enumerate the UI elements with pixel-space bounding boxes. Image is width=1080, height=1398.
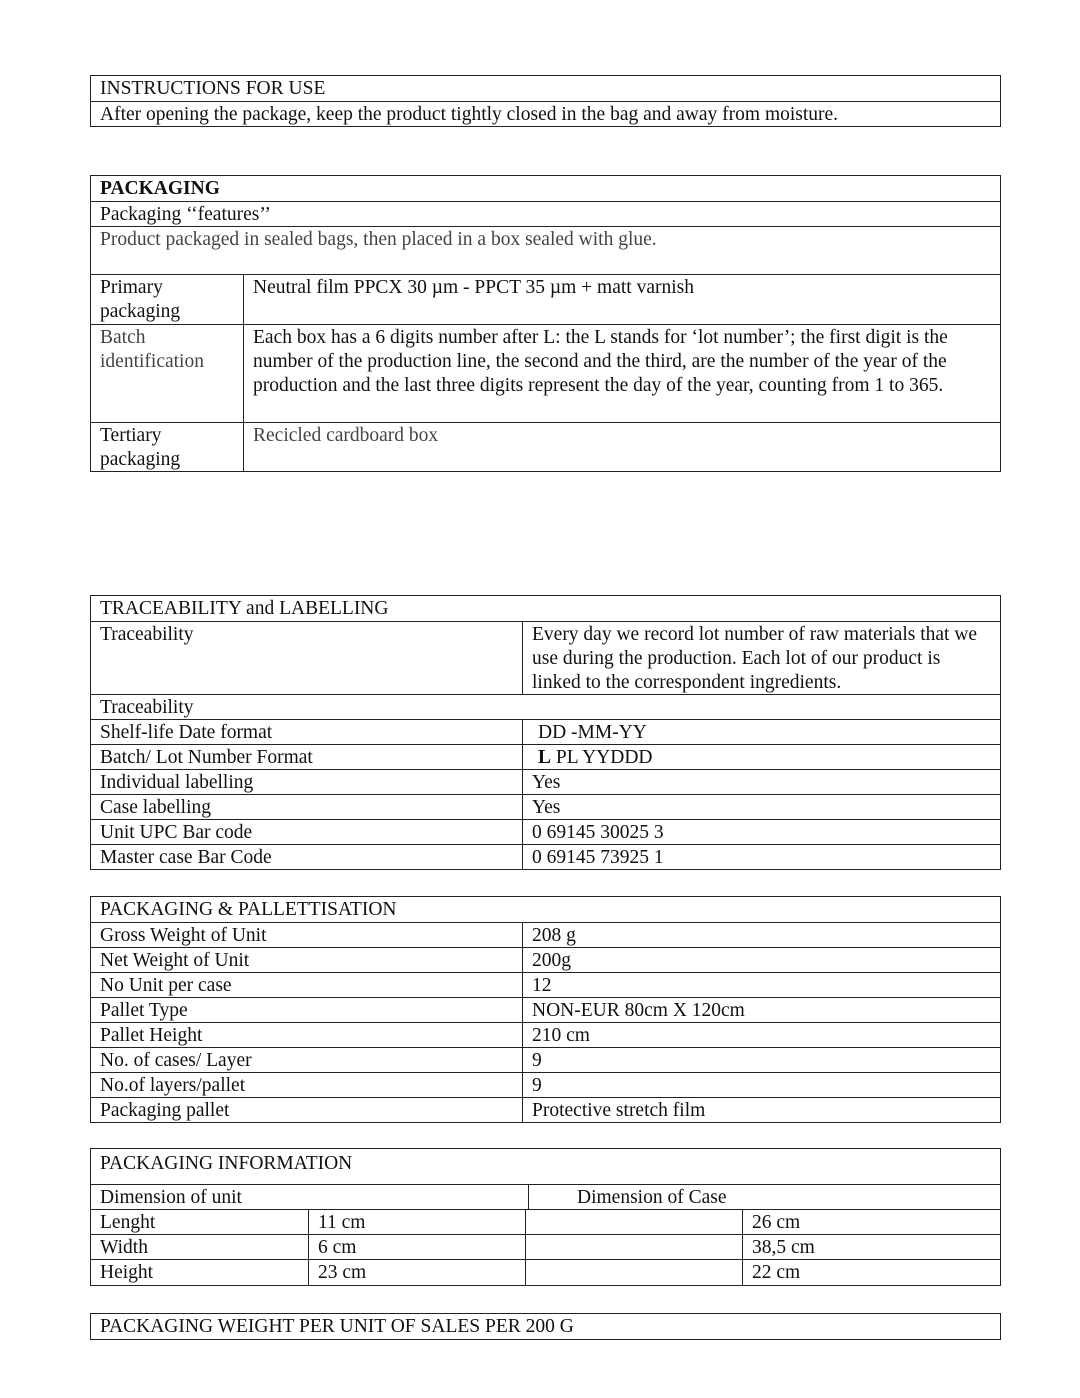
height-unit-value: 23 cm — [308, 1260, 525, 1285]
packaging-pallet-label: Packaging pallet — [100, 1100, 230, 1121]
packaging-weight-table — [90, 1313, 1001, 1340]
batch-identification-value: Each box has a 6 digits number after L: the L stands for ‘lot number’; the first digit is the number of the production line, the second and the third, are the number of the year of the production and the last three digits represent the day of the year, counting from 1 to 365. — [243, 325, 1000, 422]
packaging-header-row — [91, 176, 1000, 201]
unit-upc-value: 0 69145 30025 3 — [522, 820, 1000, 844]
layers-per-pallet-label: No.of layers/pallet — [100, 1075, 246, 1096]
shelf-life-label: Shelf-life Date format — [100, 722, 273, 743]
table-row — [91, 1072, 1000, 1097]
table-row — [91, 694, 1000, 719]
packaging-features-row — [91, 201, 1000, 226]
width-unit-value: 6 cm — [308, 1235, 525, 1259]
instructions-title: INSTRUCTIONS FOR USE — [100, 78, 326, 99]
table-row — [91, 1234, 1000, 1259]
length-case-label — [525, 1210, 742, 1234]
table-row — [91, 1022, 1000, 1047]
instructions-header-row — [91, 76, 1000, 101]
lot-format-prefix: L — [538, 747, 552, 768]
table-row — [91, 819, 1000, 844]
net-weight-value: 200g — [522, 948, 1000, 972]
table-row — [91, 947, 1000, 972]
case-dimension-header: Dimension of Case — [528, 1185, 1000, 1209]
traceability-table — [90, 595, 1001, 870]
table-row — [91, 922, 1000, 947]
primary-packaging-label: Primary packaging — [100, 277, 181, 322]
packaging-info-table — [90, 1148, 1001, 1286]
layers-per-pallet-value: 9 — [522, 1073, 1000, 1097]
gross-weight-value: 208 g — [522, 923, 1000, 947]
palletisation-title: PACKAGING & PALLETTISATION — [100, 899, 397, 920]
traceability-sub-label: Traceability — [100, 697, 194, 718]
width-case-label — [525, 1235, 742, 1259]
table-row — [91, 422, 1000, 471]
width-label: Width — [100, 1237, 148, 1258]
traceability-label: Traceability — [100, 624, 194, 645]
table-row — [91, 719, 1000, 744]
shelf-life-value: DD -MM-YY — [522, 720, 1000, 744]
traceability-title: TRACEABILITY and LABELLING — [100, 598, 389, 619]
table-row — [91, 794, 1000, 819]
lot-format-label: Batch/ Lot Number Format — [100, 747, 313, 768]
case-labelling-value: Yes — [522, 795, 1000, 819]
master-case-label: Master case Bar Code — [100, 847, 272, 868]
cases-per-layer-label: No. of cases/ Layer — [100, 1050, 252, 1071]
primary-packaging-value: Neutral film PPCX 30 µm - PPCT 35 µm + matt varnish — [243, 275, 1000, 324]
table-row — [91, 769, 1000, 794]
width-case-value: 38,5 cm — [742, 1235, 1000, 1259]
individual-labelling-label: Individual labelling — [100, 772, 254, 793]
packaging-info-header-row — [91, 1149, 1000, 1184]
packaging-weight-header-row — [91, 1314, 1000, 1339]
traceability-header-row — [91, 596, 1000, 621]
tertiary-packaging-label: Tertiary packaging — [100, 425, 181, 470]
pallet-height-value: 210 cm — [522, 1023, 1000, 1047]
table-row — [91, 274, 1000, 324]
table-row — [91, 1209, 1000, 1234]
length-case-value: 26 cm — [742, 1210, 1000, 1234]
palletisation-table — [90, 896, 1001, 1123]
palletisation-header-row — [91, 897, 1000, 922]
table-row — [91, 972, 1000, 997]
cases-per-layer-value: 9 — [522, 1048, 1000, 1072]
unit-upc-label: Unit UPC Bar code — [100, 822, 253, 843]
length-label: Lenght — [100, 1212, 156, 1233]
units-per-case-value: 12 — [522, 973, 1000, 997]
table-row — [91, 1047, 1000, 1072]
length-unit-value: 11 cm — [308, 1210, 525, 1234]
packaging-info-title: PACKAGING INFORMATION — [100, 1153, 353, 1174]
pallet-type-label: Pallet Type — [100, 1000, 188, 1021]
height-case-label — [525, 1260, 742, 1285]
packaging-features-text: Product packaged in sealed bags, then placed in a box sealed with glue. — [100, 229, 657, 250]
instructions-text-row — [91, 101, 1000, 126]
table-row — [91, 997, 1000, 1022]
pallet-height-label: Pallet Height — [100, 1025, 203, 1046]
tertiary-packaging-value: Recicled cardboard box — [243, 423, 1000, 471]
instructions-text: After opening the package, keep the product tightly closed in the bag and away from moisture. — [100, 104, 839, 125]
net-weight-label: Net Weight of Unit — [100, 950, 250, 971]
lot-format-rest: PL YYDDD — [551, 747, 653, 768]
packaging-features-label: Packaging ‘‘features’’ — [100, 204, 271, 225]
table-row — [91, 621, 1000, 694]
packaging-pallet-value: Protective stretch film — [522, 1098, 1000, 1122]
height-label: Height — [100, 1262, 154, 1283]
dimension-header-row — [91, 1184, 1000, 1209]
table-row — [91, 744, 1000, 769]
gross-weight-label: Gross Weight of Unit — [100, 925, 267, 946]
table-row — [91, 1097, 1000, 1122]
packaging-features-text-row — [91, 226, 1000, 274]
table-row — [91, 844, 1000, 869]
height-case-value: 22 cm — [742, 1260, 1000, 1285]
master-case-value: 0 69145 73925 1 — [522, 845, 1000, 869]
packaging-title: PACKAGING — [100, 178, 220, 199]
pallet-type-value: NON-EUR 80cm X 120cm — [522, 998, 1000, 1022]
packaging-weight-title: PACKAGING WEIGHT PER UNIT OF SALES PER 200 G — [100, 1316, 574, 1337]
batch-identification-label: Batch identification — [100, 327, 204, 372]
lot-format-value — [522, 745, 1000, 769]
units-per-case-label: No Unit per case — [100, 975, 232, 996]
instructions-table — [90, 75, 1001, 127]
packaging-table — [90, 175, 1001, 472]
unit-dimension-header: Dimension of unit — [100, 1187, 242, 1208]
traceability-text: Every day we record lot number of raw materials that we use during the production. Each lot of our product is linked to the correspondent ingredients. — [522, 622, 1000, 694]
case-labelling-label: Case labelling — [100, 797, 212, 818]
individual-labelling-value: Yes — [522, 770, 1000, 794]
table-row — [91, 1259, 1000, 1285]
table-row — [91, 324, 1000, 422]
